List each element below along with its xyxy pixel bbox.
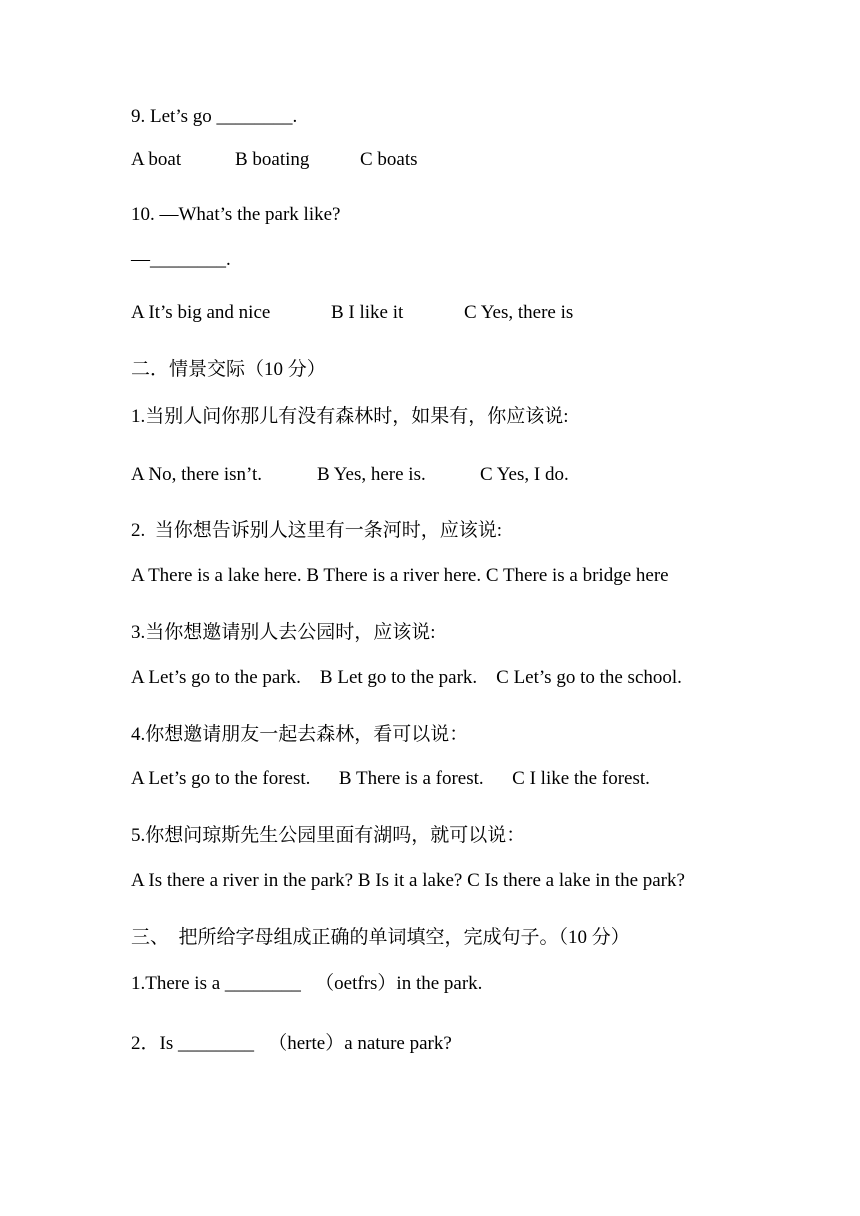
question-10-answer-line: —________. [131,249,231,270]
section-2-item-2-options: A There is a lake here. B There is a river here. C There is a bridge here [131,565,669,586]
section-2-item-1-prompt: 1.当别人问你那儿有没有森林时，如果有，你应该说: [131,406,569,427]
question-9-stem: 9. Let’s go ________. [131,106,298,127]
section-3-item-2: 2．Is ________ （herte）a nature park? [131,1033,452,1054]
question-10-option-a: A It’s big and nice [131,302,271,323]
section-2-item-3-prompt: 3.当你想邀请别人去公园时，应该说: [131,622,436,643]
section-2-item-1-option-b: B Yes, here is. [317,464,426,485]
section-2-heading: 二．情景交际（10 分） [131,359,326,380]
question-9-option-a: A boat [131,149,182,170]
section-3-item-1: 1.There is a ________ （oetfrs）in the park. [131,973,483,994]
section-2-item-5-options: A Is there a river in the park? B Is it a lake? C Is there a lake in the park? [131,870,685,891]
section-3-heading: 三、 把所给字母组成正确的单词填空，完成句子。（10 分） [131,927,630,948]
section-2-item-1-option-a: A No, there isn’t. [131,464,263,485]
section-2-item-4-prompt: 4.你想邀请朋友一起去森林，看可以说： [131,724,469,745]
question-10-option-b: B I like it [331,302,404,323]
section-2-item-5-prompt: 5.你想问琼斯先生公园里面有湖吗，就可以说： [131,825,526,846]
question-9-option-c: C boats [360,149,418,170]
question-9-option-b: B boating [235,149,310,170]
question-10-stem: 10. —What’s the park like? [131,204,341,225]
section-2-item-2-prompt: 2. 当你想告诉别人这里有一条河时，应该说: [131,520,503,541]
section-2-item-3-options: A Let’s go to the park. B Let go to the park. C Let’s go to the school. [131,667,682,688]
question-10-option-c: C Yes, there is [464,302,574,323]
section-2-item-1-option-c: C Yes, I do. [480,464,569,485]
section-2-item-4-options: A Let’s go to the forest. B There is a forest. C I like the forest. [131,768,650,789]
